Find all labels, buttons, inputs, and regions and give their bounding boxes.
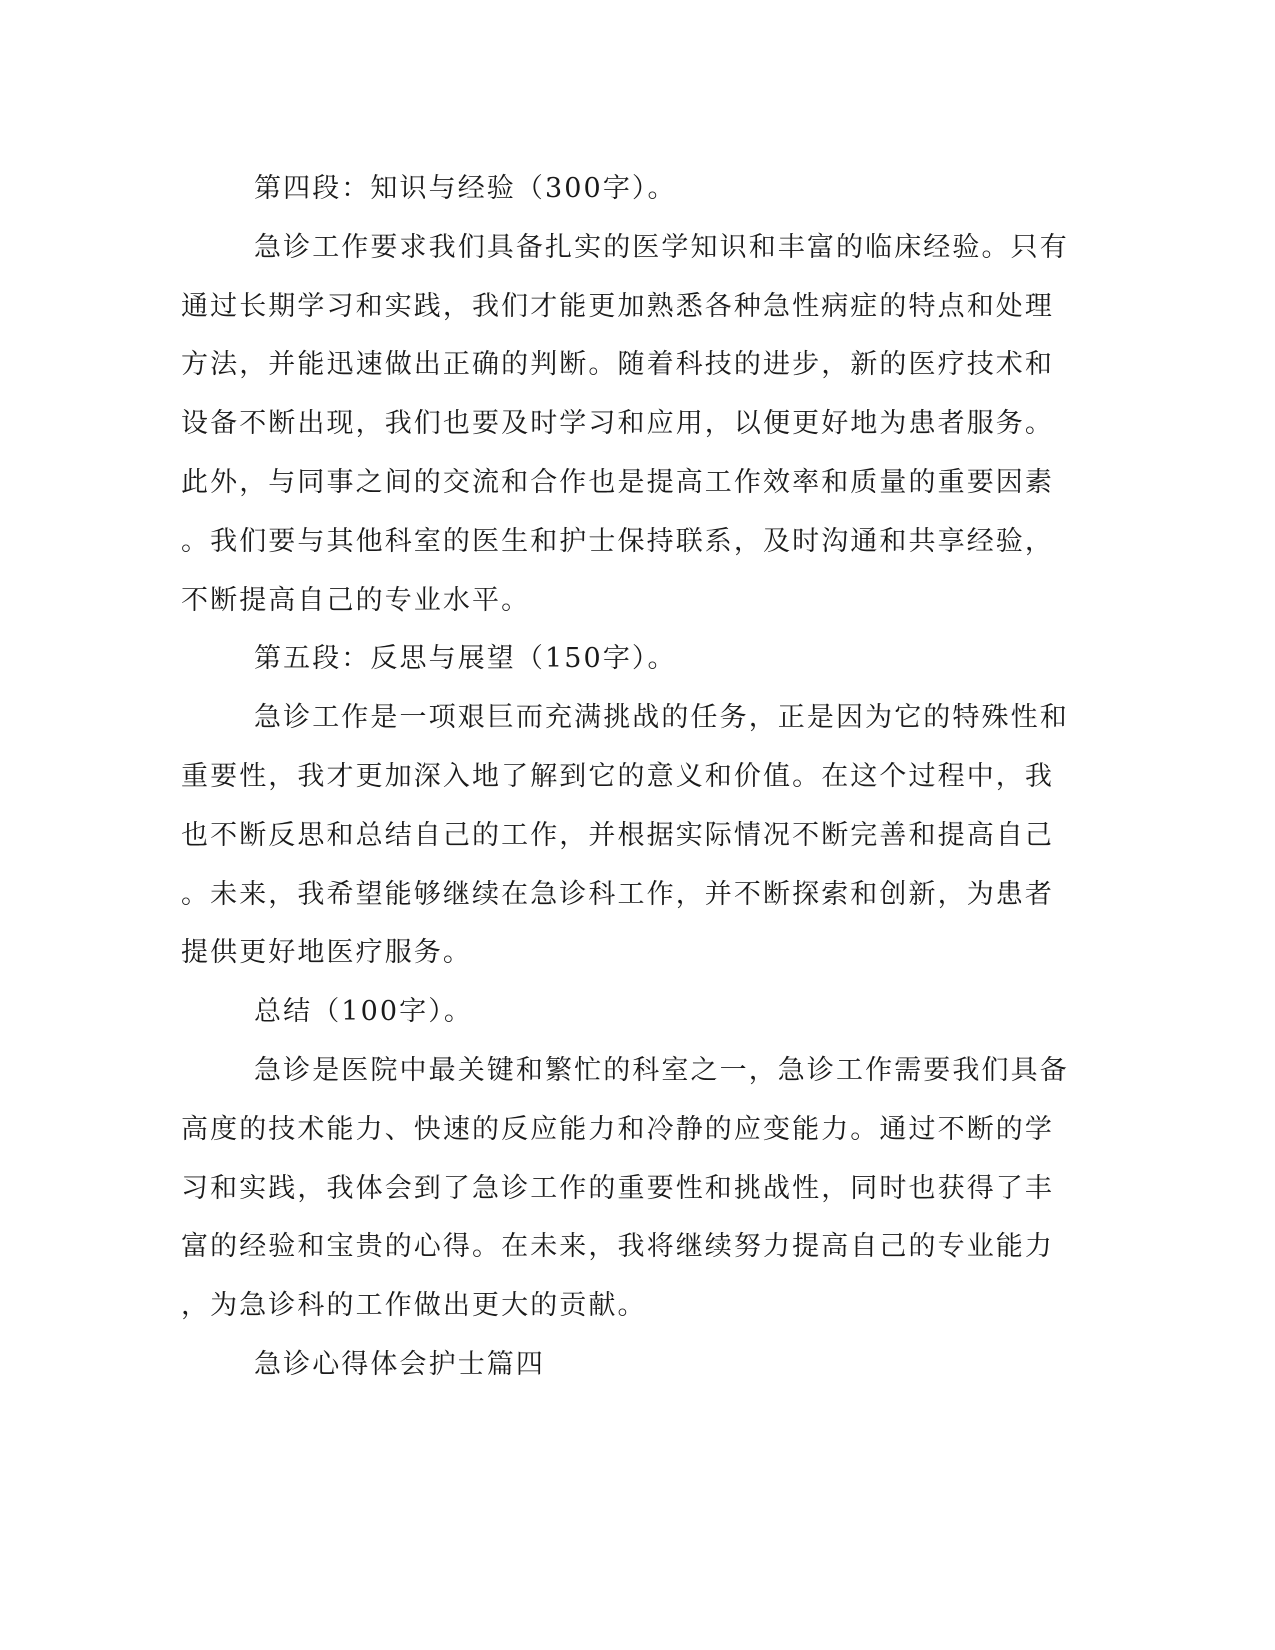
paragraph-line: ，为急诊科的工作做出更大的贡献。 bbox=[181, 1290, 647, 1322]
paragraph-line: 此外，与同事之间的交流和合作也是提高工作效率和质量的重要因素 bbox=[181, 466, 1054, 498]
paragraph-start-line: 急诊工作要求我们具备扎实的医学知识和丰富的临床经验。只有 bbox=[254, 231, 1069, 263]
paragraph-line: 设备不断出现，我们也要及时学习和应用，以便更好地为患者服务。 bbox=[181, 408, 1054, 440]
paragraph-start-line: 第五段：反思与展望（150字）。 bbox=[254, 643, 677, 675]
paragraph-line: 重要性，我才更加深入地了解到它的意义和价值。在这个过程中，我 bbox=[181, 760, 1054, 792]
paragraph-line: 也不断反思和总结自己的工作，并根据实际情况不断完善和提高自己 bbox=[181, 819, 1054, 851]
paragraph-start-line: 急诊心得体会护士篇四 bbox=[254, 1348, 545, 1380]
paragraph-line: 通过长期学习和实践，我们才能更加熟悉各种急性病症的特点和处理 bbox=[181, 290, 1054, 322]
paragraph-line: 提供更好地医疗服务。 bbox=[181, 937, 472, 969]
paragraph-line: 不断提高自己的专业水平。 bbox=[181, 584, 531, 616]
paragraph-start-line: 急诊是医院中最关键和繁忙的科室之一，急诊工作需要我们具备 bbox=[254, 1054, 1069, 1086]
paragraph-line: 习和实践，我体会到了急诊工作的重要性和挑战性，同时也获得了丰 bbox=[181, 1172, 1054, 1204]
paragraph-line: 富的经验和宝贵的心得。在未来，我将继续努力提高自己的专业能力 bbox=[181, 1231, 1054, 1263]
paragraph-line: 。我们要与其他科室的医生和护士保持联系，及时沟通和共享经验， bbox=[181, 525, 1054, 557]
document-body bbox=[181, 160, 1081, 1395]
paragraph-line: 。未来，我希望能够继续在急诊科工作，并不断探索和创新，为患者 bbox=[181, 878, 1054, 910]
paragraph-start-line: 第四段：知识与经验（300字）。 bbox=[254, 173, 677, 204]
paragraph-line: 高度的技术能力、快速的反应能力和冷静的应变能力。通过不断的学 bbox=[181, 1113, 1054, 1145]
paragraph-line: 方法，并能迅速做出正确的判断。随着科技的进步，新的医疗技术和 bbox=[181, 349, 1054, 381]
paragraph-start-line: 急诊工作是一项艰巨而充满挑战的任务，正是因为它的特殊性和 bbox=[254, 702, 1069, 734]
paragraph-start-line: 总结（100字）。 bbox=[254, 996, 473, 1028]
